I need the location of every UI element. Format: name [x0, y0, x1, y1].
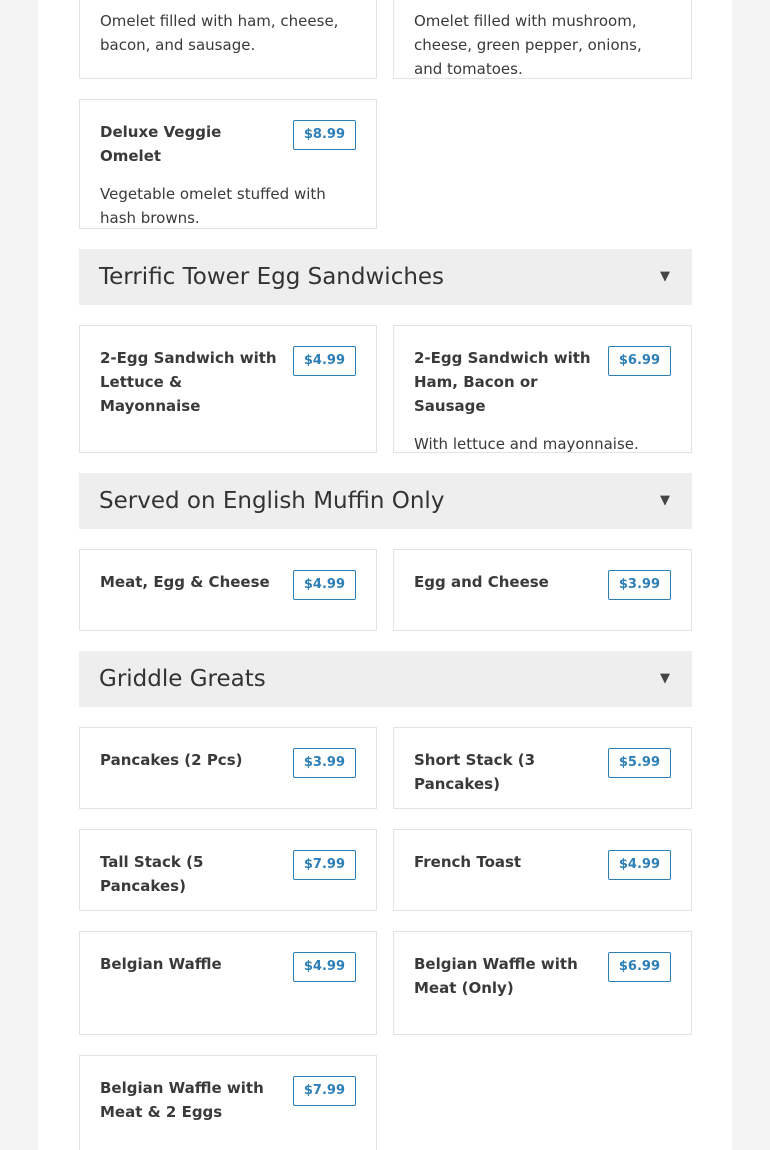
menu-item-name: Belgian Waffle with Meat & 2 Eggs: [100, 1079, 264, 1121]
price-badge: $4.99: [293, 952, 356, 982]
menu-item-card: [79, 829, 377, 911]
price-badge: $8.99: [293, 120, 356, 150]
section-title: Terrific Tower Egg Sandwiches: [99, 264, 445, 290]
menu-item-card: [393, 549, 692, 631]
menu-item-name: Pancakes (2 Pcs): [100, 751, 243, 769]
triangle-down-icon[interactable]: ▼: [660, 671, 670, 686]
section-title: Served on English Muffin Only: [99, 488, 445, 514]
price-badge: $3.99: [293, 748, 356, 778]
menu-item-name: Meat, Egg & Cheese: [100, 573, 270, 591]
menu-item-name: 2-Egg Sandwich with Ham, Bacon or Sausage: [414, 349, 591, 415]
menu-item-card: [79, 1055, 377, 1150]
section-title: Griddle Greats: [99, 666, 266, 692]
menu-item-card: [79, 727, 377, 809]
menu-item-description: With lettuce and mayonnaise.: [414, 435, 639, 453]
price-badge: $7.99: [293, 850, 356, 880]
menu-item-card: [393, 931, 692, 1035]
menu-item-name: Deluxe Veggie Omelet: [100, 123, 222, 165]
menu-item-name: Belgian Waffle with Meat (Only): [414, 955, 578, 997]
menu-item-name: Tall Stack (5 Pancakes): [100, 853, 204, 895]
menu-item-name: French Toast: [414, 853, 522, 871]
triangle-down-icon[interactable]: ▼: [660, 493, 670, 508]
price-badge: $6.99: [608, 952, 671, 982]
menu-item-card: [79, 549, 377, 631]
price-badge: $4.99: [608, 850, 671, 880]
price-badge: $5.99: [608, 748, 671, 778]
price-badge: $4.99: [293, 570, 356, 600]
triangle-down-icon[interactable]: ▼: [660, 269, 670, 284]
section-header-egg-sandwiches[interactable]: [79, 249, 692, 305]
menu-item-description: Omelet filled with mushroom, cheese, green pepper, onions, and tomatoes.: [414, 12, 642, 78]
menu-item-name: Egg and Cheese: [414, 573, 549, 591]
section-header-griddle-greats[interactable]: [79, 651, 692, 707]
menu-item-description: Vegetable omelet stuffed with hash browns.: [100, 185, 326, 227]
menu-item-name: Belgian Waffle: [100, 955, 222, 973]
menu-item-card: [79, 325, 377, 453]
section-header-english-muffin[interactable]: [79, 473, 692, 529]
price-badge: $4.99: [293, 346, 356, 376]
menu-item-card: [393, 829, 692, 911]
price-badge: $3.99: [608, 570, 671, 600]
menu-item-card: [393, 0, 692, 79]
menu-item-name: 2-Egg Sandwich with Lettuce & Mayonnaise: [100, 349, 277, 415]
price-badge: $6.99: [608, 346, 671, 376]
menu-item-card: [79, 931, 377, 1035]
menu-item-card: [79, 0, 377, 79]
price-badge: $7.99: [293, 1076, 356, 1106]
menu-item-card: [79, 99, 377, 229]
menu-item-description: Omelet filled with ham, cheese, bacon, and sausage.: [100, 12, 339, 54]
menu-item-card: [393, 727, 692, 809]
menu-item-card: [393, 325, 692, 453]
menu-item-name: Short Stack (3 Pancakes): [414, 751, 536, 793]
